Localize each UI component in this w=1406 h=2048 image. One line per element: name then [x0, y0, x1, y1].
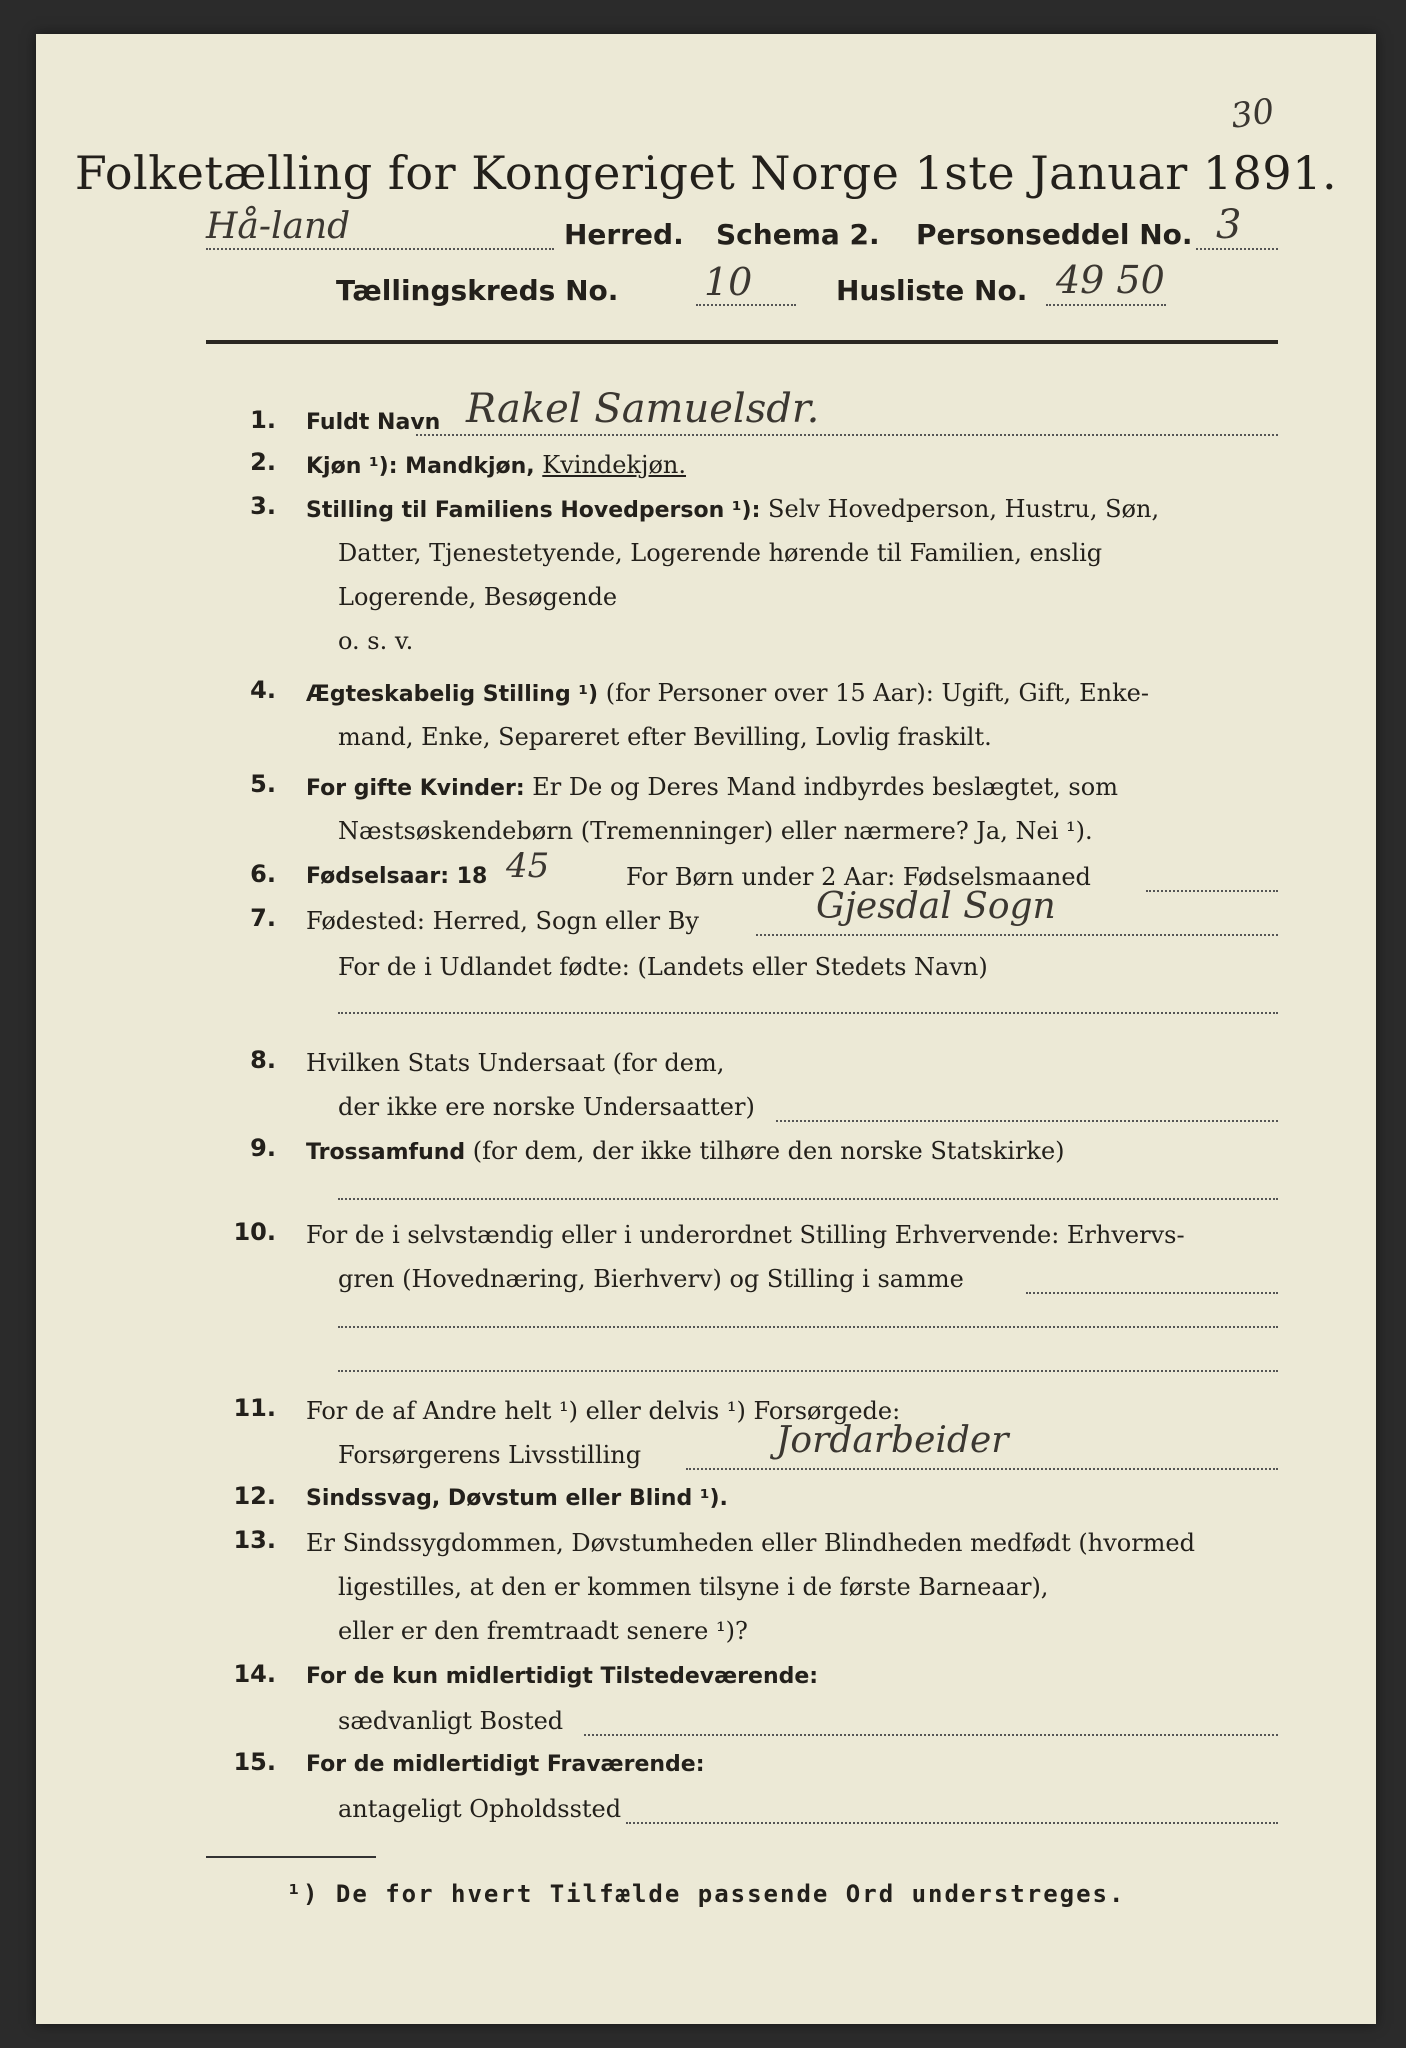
q4-line-2: mand, Enke, Separeret efter Bevilling, Lovlig fraskilt. [338, 723, 992, 751]
q11-line-2: Forsørgerens Livsstilling [338, 1441, 642, 1469]
q1-label: Fuldt Navn [306, 410, 441, 435]
q7-line-2: For de i Udlandet fødte: (Landets eller Stedets Navn) [338, 953, 988, 981]
q11-label: For de af Andre helt ¹) eller delvis ¹) Forsørgede: [306, 1397, 901, 1425]
q6-value: 45 [506, 846, 550, 886]
q5-label: For gifte Kvinder: [306, 776, 525, 801]
q11-number: 11. [233, 1394, 276, 1422]
q11-fill-line [686, 1468, 1278, 1470]
header-divider-rule [206, 340, 1278, 344]
schema-label: Schema 2. [716, 218, 880, 251]
q3-options-1: Selv Hovedperson, Hustru, Søn, [768, 495, 1160, 523]
q14-line-2: sædvanligt Bosted [338, 1707, 564, 1735]
q3-number: 3. [250, 492, 276, 520]
q4-line-1 [306, 676, 1149, 712]
herred-label: Herred. [564, 218, 684, 251]
q11-value: Jordarbeider [776, 1420, 1009, 1461]
q8-number: 8. [250, 1046, 276, 1074]
q9-text: (for dem, der ikke tilhøre den norske Statskirke) [472, 1137, 1065, 1165]
q13-line-3: eller er den fremtraadt senere ¹)? [338, 1617, 748, 1645]
husliste-label: Husliste No. [836, 274, 1028, 307]
q3-label: Stilling til Familiens Hovedperson ¹): [306, 498, 761, 523]
q10-blank-line-1 [338, 1326, 1278, 1328]
q9-blank-line [338, 1198, 1278, 1200]
footnote-rule [206, 1856, 376, 1858]
q12-label: Sindssvag, Døvstum eller Blind ¹). [306, 1486, 728, 1511]
form-title: Folketælling for Kongeriget Norge 1ste Januar 1891. [74, 146, 1338, 200]
q7-number: 7. [250, 904, 276, 932]
personseddel-fill-line [1196, 248, 1278, 250]
q4-label: Ægteskabelig Stilling ¹) [306, 682, 599, 707]
q9-number: 9. [250, 1134, 276, 1162]
personseddel-value: 3 [1216, 202, 1242, 248]
q8-label: Hvilken Stats Undersaat (for dem, [306, 1049, 725, 1077]
taellingskreds-label: Tællingskreds No. [336, 274, 619, 307]
q13-label: Er Sindssygdommen, Døvstumheden eller Blindheden medfødt (hvormed [306, 1529, 1195, 1557]
q8-line-2: der ikke ere norske Undersaatter) [338, 1093, 755, 1121]
q15-line-2: antageligt Opholdssted [338, 1795, 622, 1823]
q7-label: Fødested: Herred, Sogn eller By [306, 907, 699, 935]
q9-label: Trossamfund [306, 1140, 466, 1165]
q2-number: 2. [250, 448, 276, 476]
q13-line-2: ligestilles, at den er kommen tilsyne i de første Barneaar), [338, 1573, 1049, 1601]
q3-line-3: Logerende, Besøgende [338, 583, 618, 611]
personseddel-label: Personseddel No. [916, 218, 1193, 251]
footnote: ¹) De for hvert Tilfælde passende Ord understreges. [286, 1880, 1126, 1908]
q10-line-2: gren (Hovednæring, Bierhverv) og Stilling i samme [338, 1265, 964, 1293]
q7-blank-line [338, 1012, 1278, 1014]
q5-line-1 [306, 770, 1118, 806]
q14-number: 14. [233, 1660, 276, 1688]
q13-number: 13. [233, 1526, 276, 1554]
q4-options-1: (for Personer over 15 Aar): Ugift, Gift, Enke- [605, 679, 1149, 707]
q10-number: 10. [233, 1218, 276, 1246]
q1-fill-line [416, 434, 1278, 436]
q6-label: Fødselsaar: 18 [306, 864, 488, 889]
q6-label-b: For Børn under 2 Aar: Fødselsmaaned [626, 863, 1091, 891]
taellingskreds-fill-line [696, 304, 796, 306]
q3-line-4: o. s. v. [338, 627, 414, 655]
q2-label-text: Kjøn ¹): Mandkjøn, [306, 454, 535, 479]
husliste-value: 49 50 [1056, 258, 1165, 302]
q10-label: For de i selvstændig eller i underordnet Stilling Erhvervende: Erhvervs- [306, 1221, 1185, 1249]
census-form-sheet [36, 34, 1376, 2024]
q5-question-1: Er De og Deres Mand indbyrdes beslægtet, som [532, 773, 1118, 801]
q6-fill-line [1146, 890, 1278, 892]
herred-fill-line [206, 248, 554, 250]
herred-value: Hå-land [206, 206, 351, 247]
q5-line-2: Næstsøskendebørn (Tremenninger) eller nærmere? Ja, Nei ¹). [338, 817, 1093, 845]
q15-fill-line [626, 1822, 1278, 1824]
q15-label: For de midlertidigt Fraværende: [306, 1752, 705, 1777]
corner-page-number: 30 [1228, 91, 1277, 137]
q1-value: Rakel Samuelsdr. [466, 386, 820, 432]
q15-number: 15. [233, 1748, 276, 1776]
q10-blank-line-2 [338, 1370, 1278, 1372]
husliste-fill-line [1046, 304, 1166, 306]
q6-number: 6. [250, 860, 276, 888]
q9-line-1 [306, 1134, 1065, 1170]
q5-number: 5. [250, 770, 276, 798]
q14-label: For de kun midlertidigt Tilstedeværende: [306, 1664, 819, 1689]
q3-line-1 [306, 492, 1159, 528]
q7-fill-line [756, 934, 1278, 936]
q2-option-kvindekjon: Kvindekjøn. [542, 451, 686, 479]
q14-fill-line [584, 1734, 1278, 1736]
taellingskreds-value: 10 [704, 260, 753, 304]
q2-label [306, 448, 686, 484]
q3-line-2: Datter, Tjenestetyende, Logerende hørende til Familien, enslig [338, 539, 1103, 567]
q1-number: 1. [250, 406, 276, 434]
q4-number: 4. [250, 676, 276, 704]
q7-value: Gjesdal Sogn [816, 886, 1056, 927]
q12-number: 12. [233, 1482, 276, 1510]
q8-fill-line [776, 1120, 1278, 1122]
q10-fill-line [1026, 1292, 1278, 1294]
